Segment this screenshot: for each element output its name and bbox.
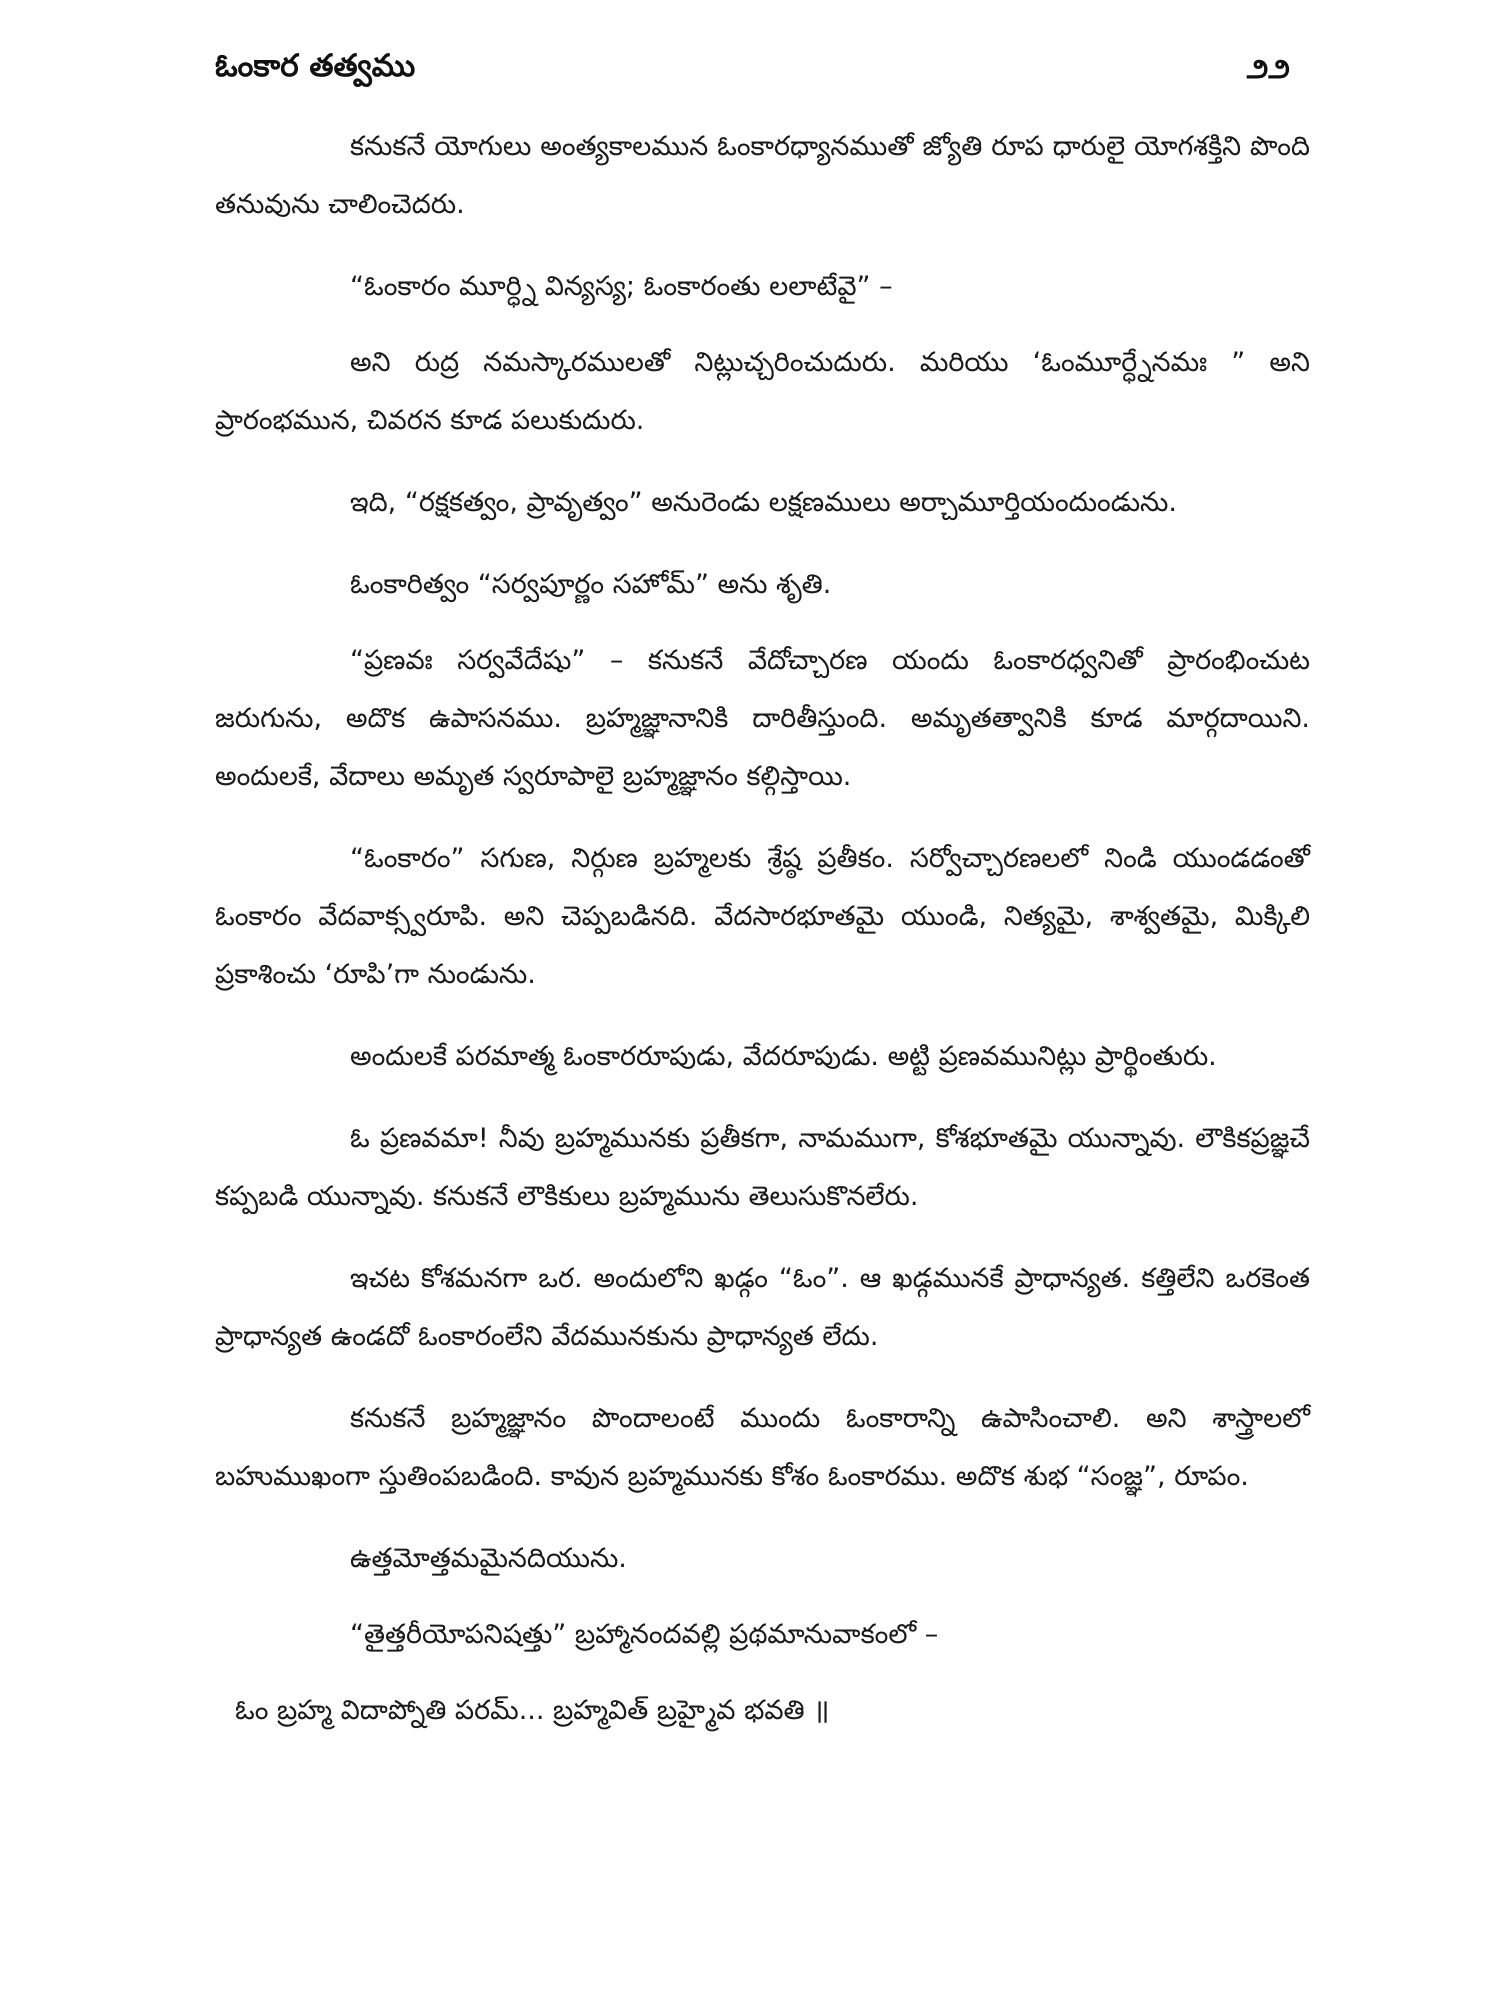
paragraph: కనుకనే బ్రహ్మజ్ఞానం పొందాలంటే ముందు ఓంకారాన్ని ఉపాసించాలి. అని శాస్త్రాలలో బహుముఖంగా స్తుతింపబడింది. కావున బ్రహ్మమునకు కోశం ఓంకారము. అదొక శుభ “సంజ్ఞ”, రూపం.: [215, 1403, 1310, 1492]
paragraph: ఇచట కోశమనగా ఒర. అందులోని ఖడ్గం “ఓం”. ఆ ఖడ్గమునకే ప్రాధాన్యత. కత్తిలేని ఒరకెంత ప్రాధాన్యత ఉండదో ఓంకారంలేని వేదమునకును ప్రాధాన్యత లేదు.: [215, 1263, 1310, 1352]
paragraph: ఉత్తమోత్తమమైనదియును.: [350, 1543, 627, 1574]
paragraph: “ప్రణవః సర్వవేదేషు” – కనుకనే వేదోచ్చారణ యందు ఓంకారధ్వనితో ప్రారంభించుట జరుగును, అదొక ఉపాసనము. బ్రహ్మజ్ఞానానికి దారితీస్తుంది. అమృతత్వానికి కూడ మార్గదాయిని. అందులకే, వేదాలు అమృత స్వరూపాలై బ్రహ్మజ్ఞానం కల్గిస్తాయి.: [215, 645, 1310, 792]
running-title: ఓంకార తత్వము: [215, 48, 416, 84]
paragraph: “ఓంకారం మూర్ధ్ని విన్యస్య; ఓంకారంతు లలాటేవై” –: [350, 271, 893, 302]
paragraph: అని రుద్ర నమస్కారములతో నిట్లుచ్చరించుదురు. మరియు ‘ఓంమూర్ధ్నేనమః ” అని ప్రారంభమున, చివరన కూడ పలుకుదురు.: [215, 347, 1310, 436]
paragraph: “తైత్తరీయోపనిషత్తు” బ్రహ్మానందవల్లి ప్రథమానువాకంలో –: [350, 1619, 939, 1650]
paragraph: “ఓంకారం” సగుణ, నిర్గుణ బ్రహ్మలకు శ్రేష్ఠ ప్రతీకం. సర్వోచ్చారణలలో నిండి యుండడంతో ఓంకారం వేదవాక్స్వరూపి. అని చెప్పబడినది. వేదసారభూతమై యుండి, నిత్యమై, శాశ్వతమై, మిక్కిలి ప్రకాశించు ‘రూపి’గా నుండును.: [215, 843, 1310, 990]
paragraph: కనుకనే యోగులు అంత్యకాలమున ఓంకారధ్యానముతో జ్యోతి రూప ధారులై యోగశక్తిని పొంది తనువును చాలించెదరు.: [215, 131, 1310, 220]
paragraph: ఓంకారిత్వం “సర్వపూర్ణం సహోమ్” అను శృతి.: [350, 569, 832, 600]
paragraph: ఇది, “రక్షకత్వం, ప్రావృత్వం” అనురెండు లక్షణములు అర్చామూర్తియందుండును.: [350, 487, 1177, 518]
verse-line: ఓం బ్రహ్మ విదాప్నోతి పరమ్... బ్రహ్మవిత్ బ్రహ్మైవ భవతి ॥: [235, 1695, 830, 1726]
body-text: [215, 118, 1310, 1758]
paragraph: ఓ ప్రణవమా! నీవు బ్రహ్మమునకు ప్రతీకగా, నామముగా, కోశభూతమై యున్నావు. లౌకికప్రజ్ఞచే కప్పబడి యున్నావు. కనుకనే లౌకికులు బ్రహ్మమును తెలుసుకొనలేరు.: [215, 1123, 1310, 1212]
page-number: ౨౨: [1246, 52, 1290, 85]
paragraph: అందులకే పరమాత్మ ఓంకారరూపుడు, వేదరూపుడు. అట్టి ప్రణవమునిట్లు ప్రార్థింతురు.: [350, 1041, 1217, 1072]
